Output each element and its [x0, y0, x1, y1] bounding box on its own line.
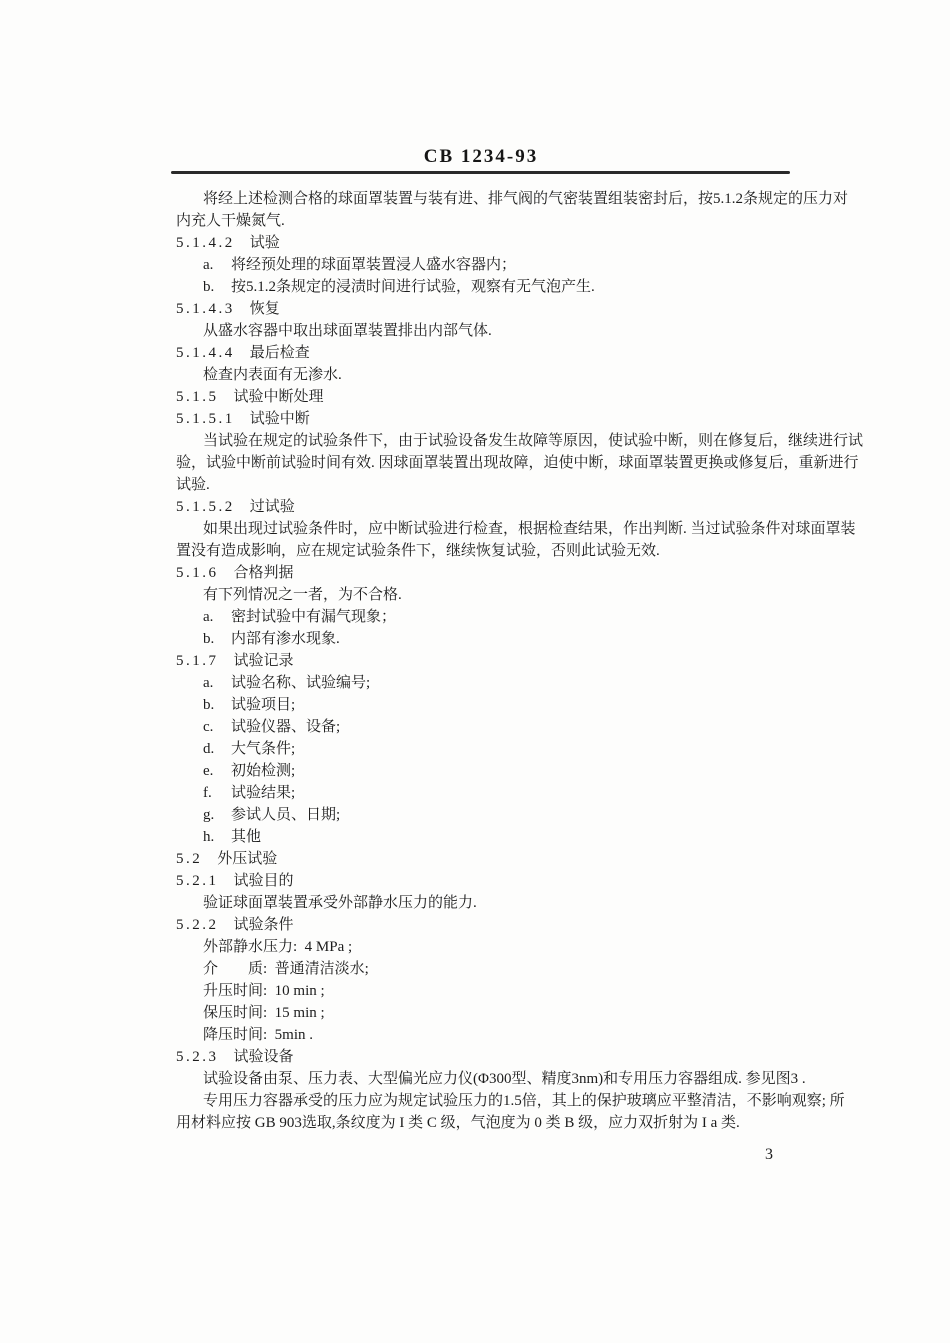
list-item-letter: g.	[203, 807, 215, 823]
list-item-letter: a.	[203, 609, 214, 625]
section-heading	[176, 914, 836, 936]
list-item-text: 参试人员、日期;	[231, 807, 341, 823]
paragraph-line: 介 质: 普通清洁淡水;	[203, 961, 369, 977]
list-item-letter: h.	[203, 829, 215, 845]
section-title: 最后检查	[249, 345, 310, 361]
section-title: 试验中断	[249, 411, 310, 427]
list-item-text: 大气条件;	[231, 741, 296, 757]
paragraph-line: 保压时间: 15 min ;	[203, 1005, 325, 1021]
list-item	[176, 716, 836, 738]
list-item	[176, 804, 836, 826]
document-body	[176, 188, 864, 1134]
section-title: 试验设备	[233, 1049, 294, 1065]
list-item-letter: d.	[203, 741, 215, 757]
paragraph-line: 检查内表面有无渗水.	[203, 367, 342, 383]
list-item	[176, 760, 836, 782]
section-number: 5.1.4.2	[176, 235, 235, 251]
section-title: 试验记录	[233, 653, 294, 669]
paragraph-line: 从盛水容器中取出球面罩装置排出内部气体.	[203, 323, 492, 339]
section-number: 5.1.7	[176, 653, 219, 669]
list-item	[176, 672, 836, 694]
paragraph-line: 专用压力容器承受的压力应为规定试验压力的1.5倍，其上的保护玻璃应平整清洁，不影响观察; 所	[203, 1093, 845, 1109]
section-title: 试验目的	[233, 873, 294, 889]
section-heading	[176, 342, 836, 364]
section-number: 5.1.5.2	[176, 499, 235, 515]
section-heading	[176, 232, 836, 254]
section-number: 5.1.5	[176, 389, 219, 405]
list-item-letter: a.	[203, 675, 214, 691]
list-item-text: 初始检测;	[231, 763, 296, 779]
list-item-letter: b.	[203, 279, 215, 295]
paragraph-line: 降压时间: 5min .	[203, 1027, 314, 1043]
list-item-text: 试验项目;	[231, 697, 296, 713]
section-title: 过试验	[249, 499, 295, 515]
section-heading	[176, 870, 836, 892]
section-number: 5.2.3	[176, 1049, 219, 1065]
list-item-letter: c.	[203, 719, 214, 735]
list-item-text: 试验结果;	[231, 785, 296, 801]
section-title: 试验	[249, 235, 280, 251]
list-item	[176, 276, 836, 298]
paragraph-line: 当试验在规定的试验条件下，由于试验设备发生故障等原因，使试验中断，则在修复后，继续进行试	[203, 433, 864, 449]
section-number: 5.1.4.3	[176, 301, 235, 317]
list-item-letter: b.	[203, 697, 215, 713]
list-item	[176, 694, 836, 716]
list-item	[176, 606, 836, 628]
list-item	[176, 782, 836, 804]
paragraph-line: 置没有造成影响，应在规定试验条件下，继续恢复试验，否则此试验无效.	[176, 543, 660, 559]
list-item-text: 内部有渗水现象.	[231, 631, 340, 647]
section-number: 5.1.4.4	[176, 345, 235, 361]
list-item-text: 将经预处理的球面罩装置浸人盛水容器内；	[231, 257, 517, 273]
paragraph-line: 外部静水压力: 4 MPa ;	[203, 939, 353, 955]
list-item-letter: b.	[203, 631, 215, 647]
list-item-text: 试验仪器、设备;	[231, 719, 341, 735]
section-title: 试验条件	[233, 917, 294, 933]
section-title: 合格判据	[233, 565, 294, 581]
list-item-text: 密封试验中有漏气现象；	[231, 609, 397, 625]
paragraph-line: 试验.	[176, 477, 210, 493]
paragraph-line: 如果出现过试验条件时，应中断试验进行检查，根据检查结果，作出判断. 当过试验条件对球面罩装	[203, 521, 856, 537]
section-title: 外压试验	[217, 851, 278, 867]
paragraph-line: 将经上述检测合格的球面罩装置与装有进、排气阀的气密装置组装密封后，按5.1.2条规定的压力对	[203, 191, 849, 207]
paragraph-line: 用材料应按 GB 903选取,条纹度为 I 类 C 级，气泡度为 0 类 B 级，应力双折射为 I a 类.	[176, 1115, 740, 1131]
section-number: 5.2.2	[176, 917, 219, 933]
section-number: 5.1.5.1	[176, 411, 235, 427]
paragraph-line: 验，试验中断前试验时间有效. 因球面罩装置出现故障，迫使中断，球面罩装置更换或修复后，重新进行	[176, 455, 859, 471]
section-heading	[176, 386, 836, 408]
section-heading	[176, 496, 836, 518]
paragraph-line: 有下列情况之一者，为不合格.	[203, 587, 402, 603]
section-title: 恢复	[249, 301, 280, 317]
section-number: 5.1.6	[176, 565, 219, 581]
section-number: 5.2	[176, 851, 203, 867]
list-item	[176, 738, 836, 760]
header-divider	[171, 171, 790, 174]
paragraph-line: 试验设备由泵、压力表、大型偏光应力仪(Φ300型、精度3nm)和专用压力容器组成. 参见图3 .	[203, 1071, 806, 1087]
list-item-letter: e.	[203, 763, 214, 779]
section-heading	[176, 1046, 836, 1068]
section-heading	[176, 298, 836, 320]
list-item-letter: f.	[203, 785, 212, 801]
list-item	[176, 628, 836, 650]
section-heading	[176, 848, 836, 870]
list-item-text: 其他	[231, 829, 262, 845]
list-item-letter: a.	[203, 257, 214, 273]
list-item-text: 试验名称、试验编号;	[231, 675, 371, 691]
section-number: 5.2.1	[176, 873, 219, 889]
section-title: 试验中断处理	[233, 389, 324, 405]
list-item	[176, 826, 836, 848]
paragraph-line: 升压时间: 10 min ;	[203, 983, 325, 999]
paragraph-line: 内充人干燥氮气.	[176, 213, 285, 229]
page-number: 3	[765, 1146, 773, 1163]
section-heading	[176, 650, 836, 672]
list-item	[176, 254, 836, 276]
section-heading	[176, 562, 836, 584]
standard-number-header: CB 1234-93	[423, 146, 539, 167]
paragraph-line: 验证球面罩装置承受外部静水压力的能力.	[203, 895, 477, 911]
section-heading	[176, 408, 836, 430]
list-item-text: 按5.1.2条规定的浸渍时间进行试验，观察有无气泡产生.	[231, 279, 595, 295]
